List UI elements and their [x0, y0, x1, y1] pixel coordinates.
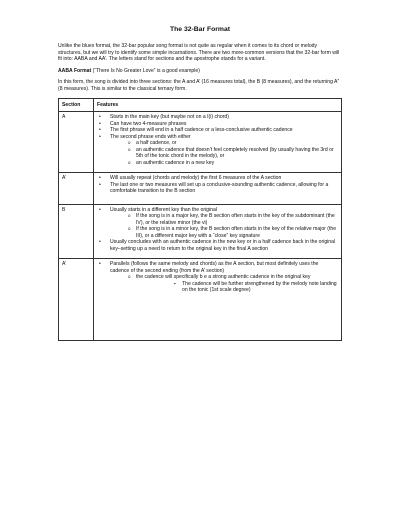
table-row: [59, 204, 342, 259]
list-item: • The first phrase will end in a half cadence or a less-conclusive authentic cadence: [97, 127, 338, 134]
sub-list-item: o the cadence will specifically b e a strong authentic cadence in the original key ▪ The cadence will be further strengthened by the melody note landing on the tonic (1st scale degree): [110, 274, 338, 294]
section-cell: B: [59, 204, 94, 259]
list-item: • The last one or two measures will set up a conclusive-sounding authentic cadence, allowing for a comfortable transition to the B section: [97, 182, 338, 195]
features-cell: [94, 204, 342, 259]
list-item: • Usually starts in a different key than the original o If the song is in a major key, the B section often starts in the key of the subdominant (the IV), or the relative minor (the vi) o If the song is in a minor key, the B section often starts in the key of the relative major (the III), or a different major key with a “close” key signature: [97, 207, 338, 240]
intro-paragraph: Unlike the blues format, the 32-bar popular song format is not quite as regular when it comes to its chord or melody structures, but we will try to identify some simple incarnations. There are two more-common versions that the 32-bar form will fit into: AABA and AA’. The letters stand for sections and the apostrophe stands for a variant.: [58, 43, 340, 63]
section-cell: A’: [59, 259, 94, 341]
features-cell: [94, 112, 342, 173]
aaba-format-label: AABA Format: [58, 67, 92, 74]
list-item: • Parallels (follows the same melody and chords) as the A section, but most definitely uses the cadence of the second ending (from the A’ section) o the cadence will specifically b e a strong authentic cadence in the original key ▪ The cadence will be further strengthened by the melody note landing on the tonic (1st scale degree): [97, 261, 338, 294]
table-row: [59, 259, 342, 341]
sub-list-item: o an authentic cadence in a new key: [110, 160, 338, 167]
section-features-table: [58, 98, 342, 341]
aaba-example-note: (“There Is No Greater Love” is a good example): [91, 67, 200, 74]
description-paragraph: In this form, the song is divided into three sections: the A and A’ (16 measures total), the B (8 measures), and the returning A” (8 measures). This is similar to the classical ternary form.: [58, 79, 340, 92]
table-header-row: [59, 98, 342, 112]
sub-list-item: o If the song is in a major key, the B section often starts in the key of the subdominant (the IV), or the relative minor (the vi): [110, 213, 338, 226]
features-cell: [94, 173, 342, 205]
list-item: • The second phrase ends with either o a half cadence, or o an authentic cadence that doesn’t feel completely resolved (by usually having the 3rd or 5th of the tonic chord in the melody), or o an authentic cadence in a new key: [97, 134, 338, 167]
sub-list-item: o an authentic cadence that doesn’t feel completely resolved (by usually having the 3rd or 5th of the tonic chord in the melody), or: [110, 147, 338, 160]
list-item: • Will usually repeat (chords and melody) the first 6 measures of the A section: [97, 175, 338, 182]
sub-list-item: o If the song is in a minor key, the B section often starts in the key of the relative major (the III), or a different major key with a “close” key signature: [110, 226, 338, 239]
features-cell: [94, 259, 342, 341]
list-item: • Usually concludes with an authentic cadence in the new key or in a half cadence back in the original key–setting up a need to return to the original key in the final A section: [97, 239, 338, 252]
sub-sub-list-item: ▪ The cadence will be further strengthened by the melody note landing on the tonic (1st scale degree): [136, 281, 338, 294]
aaba-format-heading: [58, 68, 342, 75]
table-row: [59, 173, 342, 205]
table-row: [59, 112, 342, 173]
sub-list-item: o a half cadence, or: [110, 140, 338, 147]
section-cell: A’: [59, 173, 94, 205]
list-item: • Starts in the main key (but maybe not on a I(i) chord): [97, 114, 338, 121]
features-column-header: Features: [94, 98, 342, 112]
section-cell: A: [59, 112, 94, 173]
list-item: • Can have two 4-measure phrases: [97, 121, 338, 128]
page-title: The 32-Bar Format: [169, 26, 231, 33]
section-column-header: Section: [59, 98, 94, 112]
